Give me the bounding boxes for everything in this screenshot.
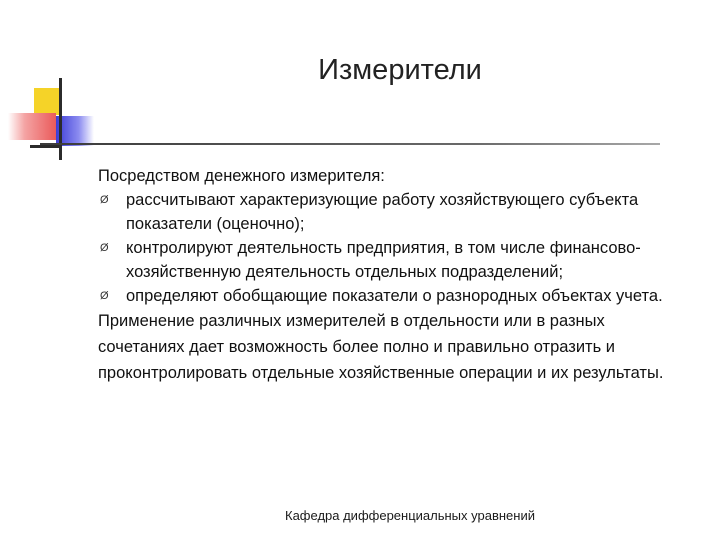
bullet-item xyxy=(98,188,688,236)
arrow-bullet-icon: Ø xyxy=(100,290,109,302)
logo-red-square xyxy=(8,113,56,140)
bullet-text: определяют обобщающие показатели о разнородных объектах учета. xyxy=(126,287,663,305)
title-divider xyxy=(40,143,660,145)
bullet-text: контролируют деятельность предприятия, в том числе финансово-хозяйственную деятельность отдельных подразделений; xyxy=(126,239,641,281)
slide-title: Измерители xyxy=(318,54,482,86)
slide-body xyxy=(98,164,688,386)
logo-horizontal-line xyxy=(30,145,62,148)
bullet-item xyxy=(98,236,688,284)
footer-department: Кафедра дифференциальных уравнений xyxy=(285,508,535,523)
bullet-text: рассчитывают характеризующие работу хозяйствующего субъекта показатели (оценочно); xyxy=(126,191,639,233)
logo-yellow-square xyxy=(34,88,61,115)
arrow-bullet-icon: Ø xyxy=(100,242,109,254)
conclusion-paragraph: Применение различных измерителей в отдельности или в разных сочетаниях дает возможность более полно и правильно отразить и проконтролировать отдельные хозяйственные операции и их результаты. xyxy=(98,312,664,382)
arrow-bullet-icon: Ø xyxy=(100,194,109,206)
bullet-item xyxy=(98,284,688,308)
intro-text: Посредством денежного измерителя: xyxy=(98,167,385,185)
